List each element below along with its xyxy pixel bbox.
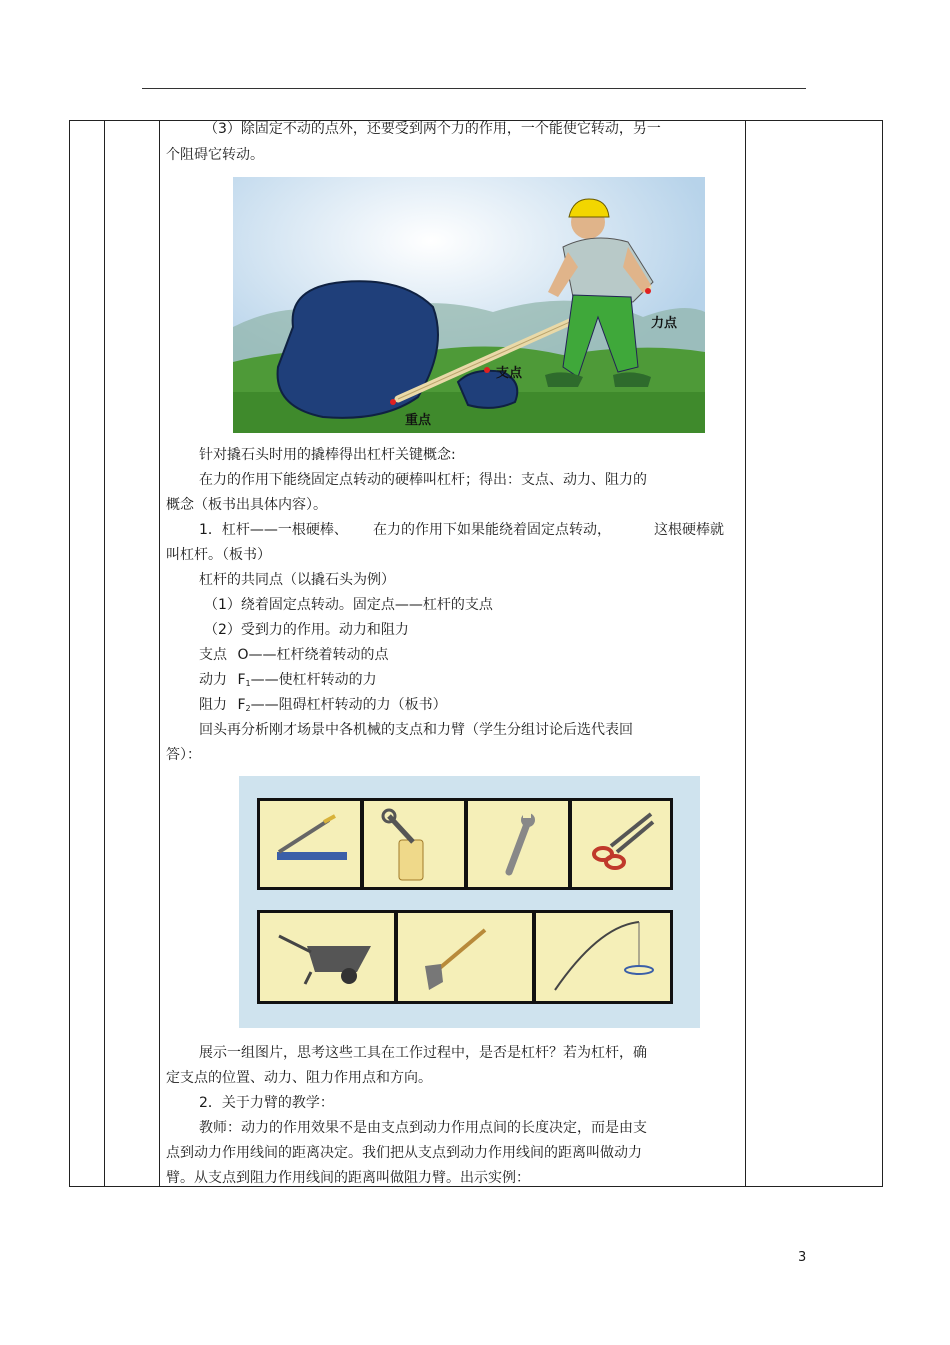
subscript: 2: [245, 704, 251, 713]
definition: O——杠杆绕着转动的点: [237, 647, 389, 663]
text-line: [199, 695, 447, 719]
tools-illustration-grid: [239, 776, 700, 1028]
definition: ——阻碍杠杆转动的力（板书）: [250, 697, 447, 713]
term-fulcrum: 支点: [199, 647, 227, 663]
text-line: 1．杠杆——一根硬棒、: [199, 522, 348, 538]
text-line: 杠杆的共同点（以撬石头为例）: [199, 572, 395, 588]
text-line: 针对撬石头时用的撬棒得出杠杆关键概念:: [199, 447, 456, 463]
weight-point-label: 重点: [405, 413, 432, 428]
text-line: [199, 645, 388, 665]
table-column-divider: [159, 120, 160, 1187]
page-number: 3: [798, 1250, 807, 1265]
text-line: 臂。从支点到阻力作用线间的距离叫做阻力臂。出示实例：: [166, 1170, 530, 1186]
term-resistance: 阻力: [199, 697, 227, 713]
text-line: （1）绕着固定点转动。固定点——杠杆的支点: [204, 597, 493, 613]
text-line: [199, 670, 377, 694]
table-column-divider: [104, 120, 105, 1187]
term-effort: 动力: [199, 672, 227, 688]
text-line: 教师：动力的作用效果不是由支点到动力作用点间的长度决定，而是由支: [199, 1120, 647, 1136]
text-line: 叫杠杆。（板书）: [166, 547, 271, 563]
text-line: 展示一组图片，思考这些工具在工作过程中，是否是杠杆？若为杠杆，确: [199, 1045, 647, 1061]
definition: ——使杠杆转动的力: [250, 672, 377, 688]
text-line: 定支点的位置、动力、阻力作用点和方向。: [166, 1070, 432, 1086]
symbol-f: F: [237, 697, 246, 713]
text-line: 答）：: [166, 747, 201, 763]
subscript: 1: [245, 679, 251, 688]
header-rule: [142, 88, 806, 89]
text-line: （2）受到力的作用。动力和阻力: [204, 622, 409, 638]
text-line: 回头再分析刚才场景中各机械的支点和力臂（学生分组讨论后选代表回: [199, 722, 633, 738]
text-line: 2．关于力臂的教学：: [199, 1095, 334, 1111]
lever-rock-illustration: [233, 177, 705, 433]
text-line: （3）除固定不动的点外，还要受到两个力的作用，一个能使它转动，另一: [204, 121, 661, 137]
text-line: 个阻碍它转动。: [166, 147, 264, 163]
fulcrum-label: 支点: [496, 366, 523, 381]
text-line: 点到动力作用线间的距离决定。我们把从支点到动力作用线间的距离叫做动力: [166, 1145, 642, 1161]
force-point-label: 力点: [651, 316, 678, 331]
text-line: 概念（板书出具体内容）。: [166, 497, 327, 513]
text-line: 在力的作用下能绕固定点转动的硬棒叫杠杆；得出：支点、动力、阻力的: [199, 472, 647, 488]
symbol-f: F: [237, 672, 246, 688]
table-column-divider: [745, 120, 746, 1187]
text-line: 在力的作用下如果能绕着固定点转动，: [373, 522, 611, 538]
text-line: 这根硬棒就: [654, 522, 724, 538]
